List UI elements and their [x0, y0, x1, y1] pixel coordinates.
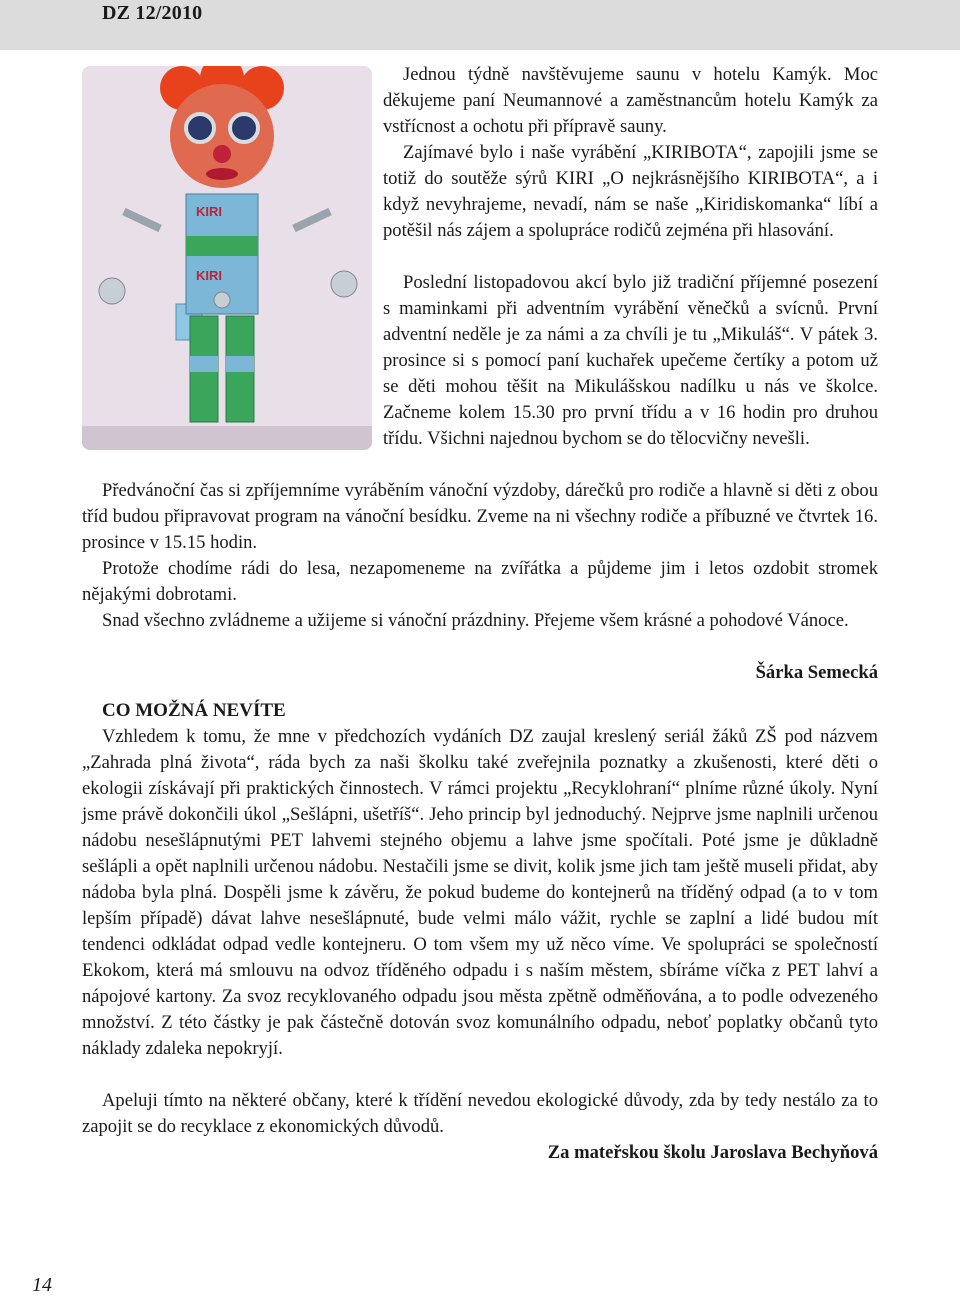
article2-heading: CO MOŽNÁ NEVÍTE	[102, 700, 286, 721]
body-stripe	[186, 236, 258, 256]
article1-paragraph-3: Poslední listopadovou akcí bylo již tradiční příjemné posezení s maminkami při adventním vyrábění věnečků a svícnů. První adventní neděle je za námi a za chvíli je tu „Mikuláš“. V pátek 3. prosince si s pomocí paní kuchařek upečeme čertíky a potom už se děti mohou těšit na Mikulášskou nadílku u nás ve školce. Začneme kolem 15.30 pro první třídu a v 16 hodin pro druhou třídu. Všichni najednou bychom se do tělocvičny nevešli.	[383, 272, 878, 449]
article1-paragraph-1: Jednou týdně navštěvujeme saunu v hotelu Kamýk. Moc děkujeme paní Neumannové a zaměstnancům hotelu Kamýk za vstřícnost a ochotu při přípravě sauny.	[383, 64, 878, 137]
carton-label-2: KIRI	[196, 268, 222, 283]
right-hand-disc	[331, 271, 357, 297]
left-leg-stripe	[190, 356, 218, 372]
kiribot-photo	[82, 66, 372, 450]
nose	[213, 145, 231, 163]
right-leg-stripe	[226, 356, 254, 372]
left-eye	[186, 114, 214, 142]
left-hand-disc	[99, 278, 125, 304]
article1-signature: Šárka Semecká	[755, 662, 878, 683]
kiribot-illustration	[82, 66, 372, 450]
article2-paragraph-1: Vzhledem k tomu, že mne v předchozích vydáních DZ zaujal kreslený seriál žáků ZŠ pod názvem „Zahrada plná života“, ráda bych za naši školku také zveřejnila poznatky a zkušenosti, které děti o ekologii získávají při praktických činnostech. V rámci projektu „Recyklohraní“ plníme různé úkoly. Nyní jsme právě dokončili úkol „Sešlápni, ušetříš“. Jeho princip byl jednoduchý. Nejprve jsme naplnili určenou nádobu nesešlápnutými PET lahvemi stejného objemu a lahve jsme spočítali. Poté jsme je důkladně sešlápli a opět naplnili určenou nádobu. Nestačili jsme se divit, kolik jsme jich tam ještě museli přidat, aby nádoba byla plná. Dospěli jsme k závěru, že pokud budeme do kontejnerů na tříděný odpad (a to v tom lepším případě) dávat lahve nesešlápnuté, bude velmi málo vážit, rychle se zaplní a lidé budou mít tendenci odkládat odpad vedle kontejneru. O tom všem my už něco víme. Ve spolupráci se společností Ekokom, která má smlouvu na odvoz tříděného odpadu i s naším městem, sbíráme víčka z PET lahví a nápojové kartony. Za svoz recyklovaného odpadu jsou města zpětně odměňována, a to podle odvezeného množství. Z této částky je pak částečně dotován svoz komunálního odpadu, neboť poplatky občanů tyto náklady zdaleka nepokryjí.	[82, 726, 878, 1059]
article2-signature: Za mateřskou školu Jaroslava Bechyňová	[547, 1142, 878, 1163]
issue-title: DZ 12/2010	[102, 2, 203, 24]
right-eye	[230, 114, 258, 142]
article2-paragraph-2: Apeluji tímto na některé občany, které k třídění nevedou ekologické důvody, zda by tedy nestálo za to zapojit se do recyklace z ekonomických důvodů.	[82, 1090, 878, 1137]
article1-paragraph-6: Snad všechno zvládneme a užijeme si vánoční prázdniny. Přejeme všem krásné a pohodové Vánoce.	[102, 610, 849, 631]
floor-shadow	[82, 426, 372, 450]
article1-paragraph-4: Předvánoční čas si zpříjemníme vyráběním vánoční výzdoby, dárečků pro rodiče a hlavně si děti z obou tříd budou připravovat program na vánoční besídku. Zveme na ni všechny rodiče a příbuzné ve čtvrtek 16. prosince v 15.15 hodin.	[82, 480, 878, 553]
mouth	[206, 168, 238, 180]
carton-label-1: KIRI	[196, 204, 222, 219]
article1-paragraph-5: Protože chodíme rádi do lesa, nezapomeneme na zvířátka a půjdeme jim i letos ozdobit stromek nějakými dobrotami.	[82, 558, 878, 605]
page-number: 14	[32, 1274, 52, 1296]
article1-paragraph-2: Zajímavé bylo i naše vyrábění „KIRIBOTA“, zapojili jsme se totiž do soutěže sýrů KIRI „O nejkrásnějšího KIRIBOTA“, a i když nevyhrajeme, nevadí, nám se naše „Kiridiskomanka“ líbí a potěšil nás zájem a spolupráce rodičů zejména při hlasování.	[383, 142, 878, 241]
body-disc	[214, 292, 230, 308]
